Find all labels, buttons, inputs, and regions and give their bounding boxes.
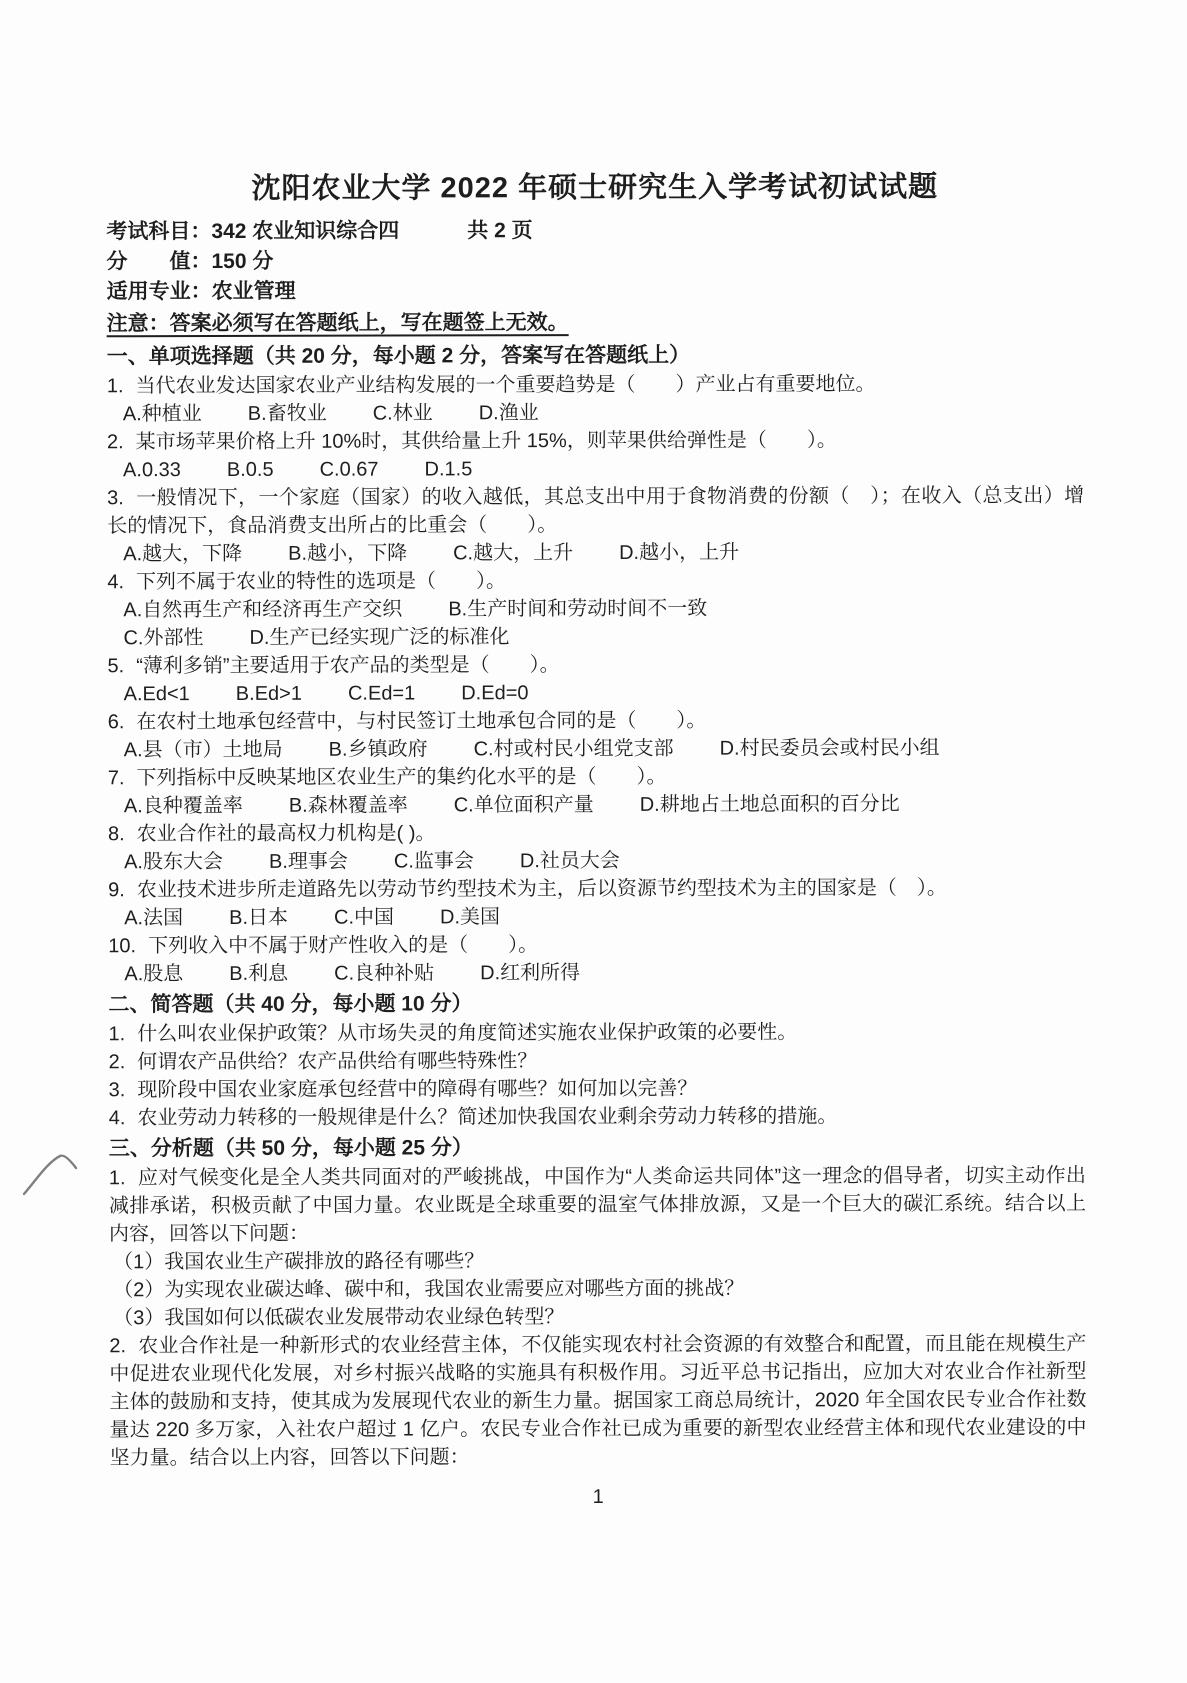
option: D.生产已经实现广泛的标准化 (249, 626, 510, 649)
question-number: 3. (108, 1079, 126, 1102)
section-3 (109, 1132, 1087, 1473)
option: C.村或村民小组党支部 (473, 737, 674, 761)
option: C.良种补贴 (334, 962, 435, 985)
option: A.法国 (124, 907, 184, 930)
meta-row-subject (106, 215, 1083, 248)
question-number: 7. (107, 767, 125, 790)
option: D.耕地占土地总面积的百分比 (639, 793, 900, 816)
option: B.森林覆盖率 (288, 794, 408, 817)
subject-label: 考试科目： (106, 220, 212, 244)
option: A.股东大会 (124, 850, 223, 874)
option: A.股息 (124, 963, 184, 986)
option: C.单位面积产量 (453, 794, 594, 817)
option: B.畜牧业 (247, 402, 327, 425)
option: A.良种覆盖率 (123, 794, 243, 818)
subject-value: 342 农业知识综合四 (211, 219, 400, 244)
option: C.林业 (372, 402, 433, 425)
question-number: 4. (108, 1107, 126, 1130)
option-row (108, 734, 1085, 765)
option: D.村民委员会或村民小组 (719, 737, 940, 760)
option: A.0.33 (123, 459, 181, 482)
question-number: 8. (107, 823, 125, 846)
question-number: 2. (109, 1335, 127, 1358)
question-text: 6. 在农村土地承包经营中，与村民签订土地承包合同的是（ ）。 (107, 709, 707, 734)
pencil-caret-mark (20, 1146, 84, 1206)
sections (107, 340, 1087, 1473)
pages-count: 共 2 页 (467, 219, 533, 243)
option: C.Ed=1 (347, 682, 416, 705)
question-text: 3. 一般情况下，一个家庭（国家）的收入越低，其总支出中用于食物消费的份额（ ）；在收入（总支出）增长的情况下，食品消费支出所占的比重会（ ）。 (107, 484, 1085, 538)
question-text: 1. 应对气候变化是全人类共同面对的严峻挑战，中国作为“人类命运共同体”这一理念的倡导者，切实主动作出减排承诺，积极贡献了中国力量。农业既是全球重要的温室气体排放源，又是一个巨大的碳汇系统。结合以上内容，回答以下问题： (108, 1164, 1086, 1246)
question-text: 2. 何谓农产品供给？农产品供给有哪些特殊性？ (108, 1050, 538, 1074)
question-text: 4. 农业劳动力转移的一般规律是什么？简述加快我国农业剩余劳动力转移的措施。 (108, 1105, 838, 1130)
option-row (107, 538, 1084, 569)
option: B.日本 (229, 906, 289, 929)
option: C.外部性 (123, 627, 204, 650)
option: A.Ed<1 (123, 683, 190, 706)
section-heading: 一、单项选择题（共 20 分，每小题 2 分，答案写在答题纸上） (106, 343, 691, 369)
option: A.越大，下降 (123, 542, 243, 566)
option-row (107, 594, 1084, 625)
section-heading: 二、简答题（共 40 分，每小题 10 分） (108, 992, 473, 1017)
question-number: 1. (108, 1023, 126, 1046)
option-row (107, 622, 1084, 653)
option: D.Ed=0 (461, 682, 529, 705)
question-text: 8. 农业合作社的最高权力机构是( )。 (107, 822, 436, 846)
option: C.中国 (333, 906, 395, 929)
question-number: 4. (107, 571, 125, 594)
section-heading: 三、分析题（共 50 分，每小题 25 分） (108, 1136, 473, 1161)
meta-row-score (106, 245, 1083, 278)
notice-line: 注意：答案必须写在答题纸上，写在题签上无效。 (106, 311, 569, 336)
option-row (107, 454, 1084, 485)
option: D.越小，上升 (619, 541, 740, 564)
question-number: 3. (107, 487, 124, 510)
option: A.县（市）土地局 (123, 738, 283, 762)
option: C.越大，上升 (453, 542, 574, 565)
score-label: 分 值： (106, 250, 212, 274)
option: B.利息 (229, 962, 289, 985)
page-number: 1 (592, 1485, 604, 1509)
option: C.0.67 (319, 458, 379, 481)
option-row (108, 902, 1085, 933)
option: D.红利所得 (480, 962, 581, 985)
option: C.监事会 (393, 850, 474, 873)
option: D.1.5 (424, 458, 473, 481)
sub-question: （1）我国农业生产碳排放的路径有哪些？ (113, 1250, 485, 1274)
question-text: 2. 某市场苹果价格上升 10%时，其供给量上升 15%，则苹果供给弹性是（ ）。 (106, 429, 837, 454)
section-2 (108, 988, 1085, 1133)
question-number: 6. (107, 711, 125, 734)
question-number: 10. (108, 935, 137, 958)
option: A.自然再生产和经济再生产交织 (123, 598, 403, 622)
option: B.越小，下降 (288, 542, 408, 565)
option-row (108, 958, 1085, 989)
option: B.Ed>1 (235, 682, 302, 705)
option: D.社员大会 (519, 849, 620, 873)
score-value: 150 分 (211, 249, 274, 274)
option: A.种植业 (122, 403, 202, 426)
document-content (106, 169, 1087, 1513)
option-row (108, 846, 1085, 877)
section-1 (107, 340, 1086, 989)
question-number: 1. (108, 1167, 126, 1190)
major-label: 适用专业： (106, 280, 212, 304)
question-text: 10. 下列收入中不属于财产性收入的是（ ）。 (108, 934, 539, 958)
question-text: 2. 农业合作社是一种新形式的农业经营主体，不仅能实现农村社会资源的有效整合和配置，而且能在规模生产中促进农业现代化发展，对乡村振兴战略的实施具有积极作用。习近平总书记指出，应加大对农业合作社新型主体的鼓励和支持，使其成为发展现代农业的新生力量。据国家工商总局统计，2020 年全国农民专业合作社数量达 220 多万家，入社农户超过 1 亿户。农民专业合作社已成为重要的新型农业经营主体和现代农业建设的中坚力量。结合以上内容，回答以下问题： (109, 1332, 1087, 1470)
question-text: 4. 下列不属于农业的特性的选项是（ ）。 (107, 570, 507, 594)
option: B.生产时间和劳动时间不一致 (448, 597, 708, 621)
question-text: 1. 当代农业发达国家农业产业结构发展的一个重要趋势是（ ）产业占有重要地位。 (106, 373, 876, 398)
question-number: 5. (107, 655, 125, 678)
option: B.乡镇政府 (328, 738, 428, 761)
sub-question: （3）我国如何以低碳农业发展带动农业绿色转型？ (113, 1306, 565, 1330)
meta-row-major (107, 275, 1084, 308)
question-text: 7. 下列指标中反映某地区农业生产的集约化水平的是（ ）。 (107, 765, 667, 790)
option-row (108, 790, 1085, 821)
question-number: 2. (108, 1051, 126, 1074)
option: D.美国 (439, 906, 501, 929)
sub-question: （2）为实现农业碳达峰、碳中和，我国农业需要应对哪些方面的挑战？ (113, 1277, 745, 1302)
question-text: 3. 现阶段中国农业家庭承包经营中的障碍有哪些？如何加以完善？ (108, 1077, 698, 1102)
option: B.0.5 (226, 458, 274, 481)
option-row (108, 678, 1085, 709)
question-text: 1. 什么叫农业保护政策？从市场失灵的角度简述实施农业保护政策的必要性。 (108, 1021, 798, 1046)
option: D.渔业 (478, 402, 539, 425)
question-number: 1. (106, 375, 124, 398)
question-number: 9. (108, 879, 125, 902)
question-text: 9. 农业技术进步所走道路先以劳动节约型技术为主，后以资源节约型技术为主的国家是（ ）。 (108, 877, 947, 902)
major-value: 农业管理 (211, 279, 296, 304)
option: B.理事会 (268, 850, 348, 873)
page-title: 沈阳农业大学 2022 年硕士研究生入学考试初试试题 (251, 171, 939, 205)
option-row (107, 398, 1084, 429)
question-text: 5. “薄利多销”主要适用于农产品的类型是（ ）。 (107, 654, 560, 678)
question-number: 2. (106, 431, 124, 454)
